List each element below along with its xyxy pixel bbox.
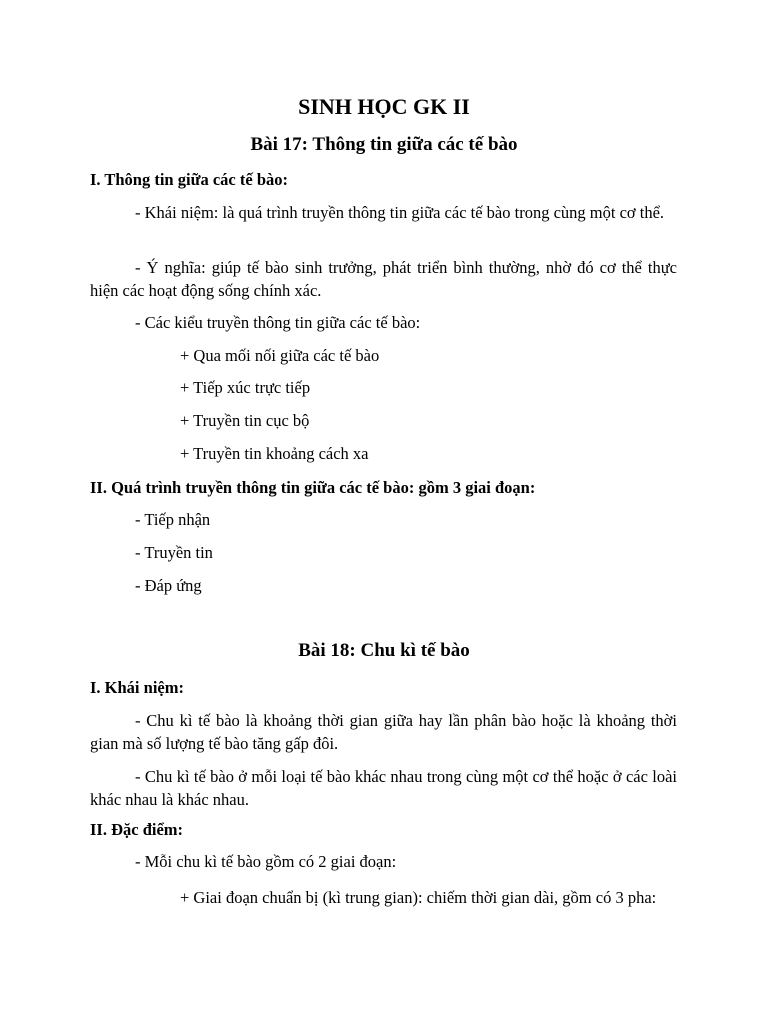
lesson-18-stages-intro: - Mỗi chu kì tế bào gồm có 2 giai đoạn:: [135, 852, 397, 871]
list-item-stage-2: - Truyền tin: [135, 543, 213, 562]
lesson-17-concept-paragraph: - Khái niệm: là quá trình truyền thông tin giữa các tế bào trong cùng một cơ thể.: [135, 203, 665, 222]
list-item-type-2: + Tiếp xúc trực tiếp: [180, 378, 311, 397]
document-title: SINH HỌC GK II: [298, 94, 470, 119]
list-item-type-1: + Qua mối nối giữa các tế bào: [180, 346, 380, 365]
lesson-18-variation-paragraph: - Chu kì tế bào ở mỗi loại tế bào khác nhau trong cùng một cơ thể hoặc ở các loài khác nhau là khác nhau.: [90, 767, 677, 809]
lesson-17-title: Bài 17: Thông tin giữa các tế bào: [250, 134, 518, 155]
lesson-18-section-1-heading: I. Khái niệm:: [90, 678, 184, 697]
lesson-17-meaning-paragraph: - Ý nghĩa: giúp tế bào sinh trưởng, phát triển bình thường, nhờ đó cơ thể thực hiện các hoạt động sống chính xác.: [90, 258, 677, 300]
lesson-17-section-2-heading: II. Quá trình truyền thông tin giữa các tế bào: gồm 3 giai đoạn:: [90, 478, 536, 497]
list-item-type-3: + Truyền tin cục bộ: [180, 411, 310, 430]
lesson-17-types-intro: - Các kiểu truyền thông tin giữa các tế bào:: [135, 313, 421, 332]
list-item-stage-1: - Tiếp nhận: [135, 510, 211, 529]
list-item-stage-3: - Đáp ứng: [135, 576, 202, 595]
lesson-18-section-2-heading: II. Đặc điểm:: [90, 820, 184, 839]
lesson-18-definition-paragraph: - Chu kì tế bào là khoảng thời gian giữa hay lần phân bào hoặc là khoảng thời gian mà số lượng tế bào tăng gấp đôi.: [90, 711, 677, 753]
lesson-18-preparation-paragraph: + Giai đoạn chuẩn bị (kì trung gian): chiếm thời gian dài, gồm có 3 pha:: [180, 888, 657, 907]
lesson-17-section-1-heading: I. Thông tin giữa các tế bào:: [90, 170, 288, 189]
list-item-type-4: + Truyền tin khoảng cách xa: [180, 444, 369, 463]
lesson-18-title: Bài 18: Chu kì tế bào: [298, 640, 470, 661]
